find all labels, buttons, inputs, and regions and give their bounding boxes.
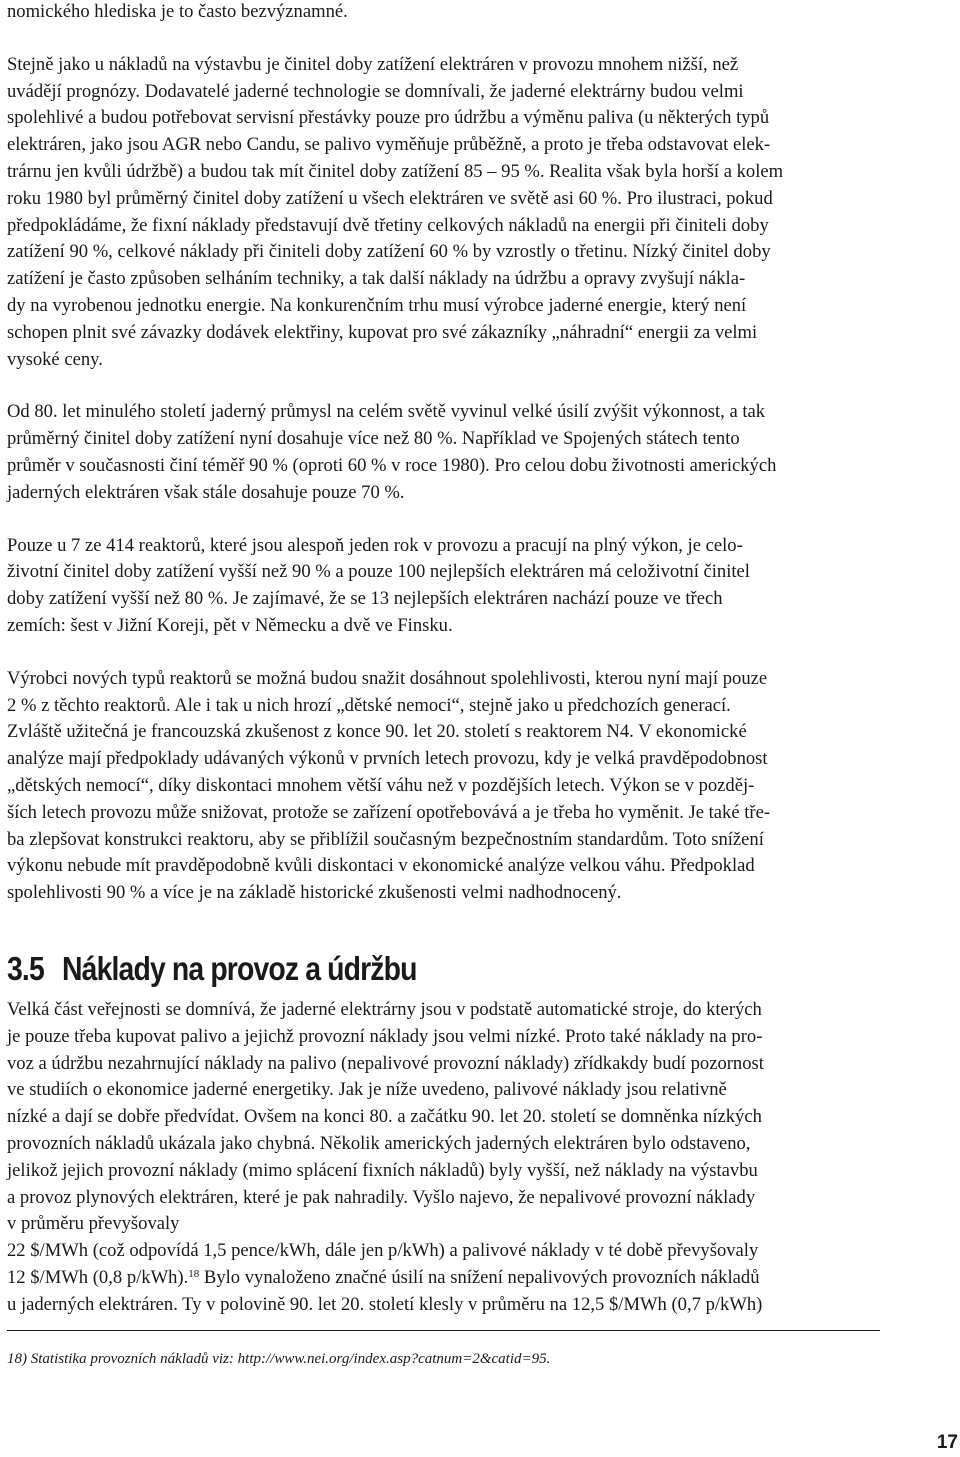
section-paragraph (7, 997, 887, 1319)
text-line: Výrobci nových typů reaktorů se možná budou snažit dosáhnout spolehlivosti, kterou nyní mají pouze (7, 667, 768, 689)
text-line: u jaderných elektráren. Ty v polovině 90. let 20. století klesly v průměru na 12,5 $/MWh (0,7 p/kWh) (7, 1293, 763, 1315)
paragraph-2 (7, 52, 887, 374)
text-line: spolehlivosti 90 % a více je na základě historické zkušenosti velmi nadhodnocený. (7, 882, 622, 904)
section-number: 3.5 (7, 950, 44, 987)
text-line: vysoké ceny. (7, 348, 103, 370)
text-line: spolehlivé a budou potřebovat servisní přestávky pouze pro údržbu a výměnu paliva (u některých typů (7, 107, 770, 129)
paragraph-1 (7, 0, 887, 26)
text-line: roku 1980 byl průměrný činitel doby zatížení u všech elektráren ve světě asi 60 %. Pro ilustraci, pokud (7, 187, 773, 209)
paragraph-4 (7, 533, 887, 640)
text-line: zatížení je často způsoben selháním techniky, a tak další náklady na údržbu a opravy zvyšují nákla- (7, 268, 746, 290)
section-body (7, 997, 887, 1319)
text-line: je pouze třeba kupovat palivo a jejichž provozní náklady jsou velmi nízké. Proto také náklady na pro- (7, 1025, 763, 1047)
paragraph-3 (7, 399, 887, 506)
text-line: výkonu nebude mít pravděpodobně kvůli diskontaci v ekonomické analýze velkou váhu. Předpoklad (7, 855, 755, 877)
footnote-reference[interactable]: 18 (188, 1267, 200, 1280)
page-body (7, 0, 887, 907)
text-line: průměr v současnosti činí téměř 90 % (oproti 60 % v roce 1980). Pro celou dobu životnosti amerických (7, 454, 777, 476)
text-line: jaderných elektráren však stále dosahuje pouze 70 %. (7, 481, 405, 503)
text-line: předpokládáme, že fixní náklady představují dvě třetiny celkových nákladů na energii při činiteli doby (7, 214, 769, 236)
text-line: dy na vyrobenou jednotku energie. Na konkurenčním trhu musí výrobce jaderné energie, který není (7, 294, 747, 316)
text-line-with-footnote-ref (7, 1265, 887, 1292)
text-line: 2 % z těchto reaktorů. Ale i tak u nich hrozí „dětské nemoci“, stejně jako u předchozích generací. (7, 694, 731, 716)
text-line: jelikož jejich provozní náklady (mimo splácení fixních nákladů) byly vyšší, než náklady na výstavbu (7, 1159, 758, 1181)
text-line: zemích: šest v Jižní Koreji, pět v Německu a dvě ve Finsku. (7, 614, 453, 636)
text-fragment: Bylo vynaloženo značné úsilí na snížení nepalivových provozních nákladů (199, 1266, 760, 1288)
text-line: nomického hlediska je to často bezvýznamné. (7, 1, 348, 22)
footnote-divider (7, 1330, 880, 1331)
text-line: Od 80. let minulého století jaderný průmysl na celém světě vyvinul velké úsilí zvýšit výkonnost, a tak (7, 401, 766, 423)
footnote: 18) Statistika provozních nákladů viz: http://www.nei.org/index.asp?catnum=2&catid=95. (7, 1351, 551, 1367)
text-line: voz a údržbu nezahrnující náklady na palivo (nepalivové provozní náklady) zřídkakdy budí pozornost (7, 1052, 764, 1074)
text-line: Stejně jako u nákladů na výstavbu je činitel doby zatížení elektráren v provozu mnohem nižší, než (7, 53, 739, 75)
text-line: provozních nákladů ukázala jako chybná. Několik amerických jaderných elektráren bylo odstaveno, (7, 1132, 751, 1154)
text-line: nízké a dají se dobře předvídat. Ovšem na konci 80. a začátku 90. let 20. století se domněnka nízkých (7, 1106, 762, 1128)
paragraph-5 (7, 666, 887, 907)
text-line: a provoz plynových elektráren, které je pak nahradily. Vyšlo najevo, že nepalivové provozní náklady (7, 1186, 756, 1208)
text-line: zatížení 90 %, celkové náklady při činiteli doby zatížení 60 % by vzrostly o třetinu. Nízký činitel doby (7, 241, 771, 263)
text-line: průměrný činitel doby zatížení nyní dosahuje více než 80 %. Například ve Spojených státech tento (7, 428, 740, 450)
text-line: ba zlepšovat konstrukci reaktoru, aby se přiblížil současným bezpečnostním standardům. Toto snížení (7, 828, 764, 850)
text-line: uvádějí prognózy. Dodavatelé jaderné technologie se domnívali, že jaderné elektrárny budou velmi (7, 80, 744, 102)
text-line: ších letech provozu může snižovat, protože se zařízení opotřebovává a je třeba ho vyměnit. Je také tře- (7, 801, 771, 823)
text-line: Velká část veřejnosti se domnívá, že jaderné elektrárny jsou v podstatě automatické stroje, do kterých (7, 999, 762, 1020)
text-line: trárnu jen kvůli údržbě) a budou tak mít činitel doby zatížení 85 – 95 %. Realita však byla horší a kolem (7, 160, 784, 182)
page-number: 17 (936, 1432, 958, 1453)
text-line: doby zatížení vyšší než 80 %. Je zajímavé, že se 13 nejlepších elektráren nachází pouze ve třech (7, 588, 723, 610)
text-line: schopen plnit své závazky dodávek elektřiny, kupovat pro své zákazníky „náhradní“ energii za velmi (7, 321, 758, 343)
text-line: analýze mají předpoklady udávaných výkonů v prvních letech provozu, kdy je velká pravděpodobnost (7, 748, 768, 770)
text-fragment: 12 $/MWh (0,8 p/kWh). (7, 1266, 189, 1288)
text-line: „dětských nemocí“, díky diskontaci mnohem větší váhu než v pozdějších letech. Výkon se v pozděj- (7, 774, 755, 796)
text-line: 22 $/MWh (což odpovídá 1,5 pence/kWh, dále jen p/kWh) a palivové náklady v té době převyšovaly (7, 1240, 759, 1262)
text-line: elektráren, jako jsou AGR nebo Candu, se palivo vyměňuje průběžně, a proto je třeba odstavovat elek- (7, 134, 771, 156)
section-title: Náklady na provoz a údržbu (62, 950, 417, 987)
text-line: v průměru převyšovaly (7, 1213, 180, 1235)
text-line: Zvláště užitečná je francouzská zkušenost z konce 90. let 20. století s reaktorem N4. V ekonomické (7, 721, 747, 743)
text-line: životní činitel doby zatížení vyšší než 90 % a pouze 100 nejlepších elektráren má celoživotní činitel (7, 561, 750, 583)
text-line: Pouze u 7 ze 414 reaktorů, které jsou alespoň jeden rok v provozu a pracují na plný výkon, je celo- (7, 534, 743, 556)
text-line: ve studiích o ekonomice jaderné energetiky. Jak je níže uvedeno, palivové náklady jsou relativně (7, 1079, 727, 1101)
section-heading (7, 950, 417, 988)
